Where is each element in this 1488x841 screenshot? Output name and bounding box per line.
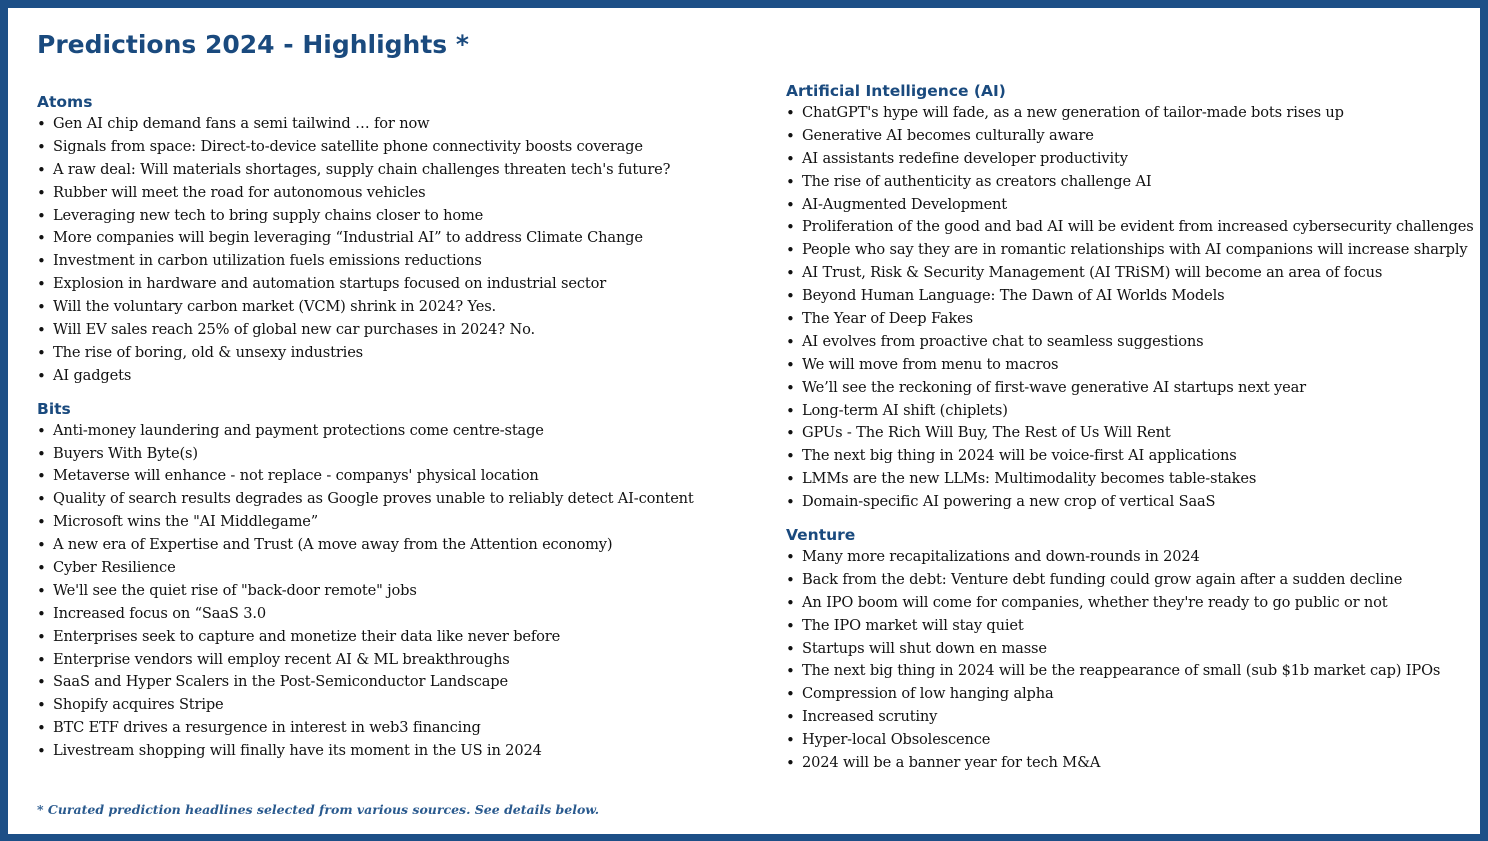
list-item: • Metaverse will enhance - not replace - companys' physical location bbox=[37, 465, 757, 488]
list-item: • Will the voluntary carbon market (VCM) shrink in 2024? Yes. bbox=[37, 296, 757, 319]
list-item: • People who say they are in romantic relationships with AI companions will increase sharply bbox=[786, 239, 1476, 262]
list-item: • Gen AI chip demand fans a semi tailwind … for now bbox=[37, 113, 757, 136]
list-item: • Leveraging new tech to bring supply chains closer to home bbox=[37, 205, 757, 228]
list-item: • Proliferation of the good and bad AI will be evident from increased cybersecurity challenges bbox=[786, 216, 1476, 239]
list-item: • AI assistants redefine developer productivity bbox=[786, 148, 1476, 171]
atoms-list bbox=[37, 113, 757, 388]
list-item: • Livestream shopping will finally have its moment in the US in 2024 bbox=[37, 740, 757, 763]
list-item: • Shopify acquires Stripe bbox=[37, 694, 757, 717]
bits-list bbox=[37, 420, 757, 763]
section-venture bbox=[786, 525, 1476, 775]
footnote: * Curated prediction headlines selected from various sources. See details below. bbox=[37, 802, 600, 817]
list-item: • AI gadgets bbox=[37, 365, 757, 388]
list-item: • ChatGPT's hype will fade, as a new generation of tailor-made bots rises up bbox=[786, 102, 1476, 125]
list-item: • Will EV sales reach 25% of global new car purchases in 2024? No. bbox=[37, 319, 757, 342]
list-item: • We’ll see the reckoning of first-wave generative AI startups next year bbox=[786, 377, 1476, 400]
list-item: • LMMs are the new LLMs: Multimodality becomes table-stakes bbox=[786, 468, 1476, 491]
list-item: • The next big thing in 2024 will be voice-first AI applications bbox=[786, 445, 1476, 468]
list-item: • Enterprises seek to capture and monetize their data like never before bbox=[37, 626, 757, 649]
section-bits bbox=[37, 399, 757, 763]
list-item: • Compression of low hanging alpha bbox=[786, 683, 1476, 706]
list-item: • Cyber Resilience bbox=[37, 557, 757, 580]
section-heading: Venture bbox=[786, 526, 856, 545]
section-heading: Artificial Intelligence (AI) bbox=[786, 82, 1006, 100]
section-heading: Bits bbox=[37, 399, 71, 418]
list-item: • AI Trust, Risk & Security Management (AI TRiSM) will become an area of focus bbox=[786, 262, 1476, 285]
section-ai bbox=[786, 81, 1476, 514]
list-item: • Domain-specific AI powering a new crop of vertical SaaS bbox=[786, 491, 1476, 514]
list-item: • Many more recapitalizations and down-rounds in 2024 bbox=[786, 546, 1476, 569]
list-item: • Signals from space: Direct-to-device satellite phone connectivity boosts coverage bbox=[37, 136, 757, 159]
list-item: • The next big thing in 2024 will be the reappearance of small (sub $1b market cap) IPOs bbox=[786, 660, 1476, 683]
venture-list bbox=[786, 546, 1476, 775]
list-item: • The IPO market will stay quiet bbox=[786, 615, 1476, 638]
list-item: • Long-term AI shift (chiplets) bbox=[786, 400, 1476, 423]
list-item: • Quality of search results degrades as Google proves unable to reliably detect AI-content bbox=[37, 488, 757, 511]
right-column bbox=[786, 81, 1476, 786]
section-atoms bbox=[37, 92, 757, 388]
list-item: • Buyers With Byte(s) bbox=[37, 443, 757, 466]
slide-card bbox=[8, 8, 1480, 834]
list-item: • A raw deal: Will materials shortages, supply chain challenges threaten tech's future? bbox=[37, 159, 757, 182]
list-item: • An IPO boom will come for companies, whether they're ready to go public or not bbox=[786, 592, 1476, 615]
ai-list bbox=[786, 102, 1476, 514]
list-item: • The Year of Deep Fakes bbox=[786, 308, 1476, 331]
list-item: • Increased scrutiny bbox=[786, 706, 1476, 729]
list-item: • Increased focus on “SaaS 3.0 bbox=[37, 603, 757, 626]
list-item: • Enterprise vendors will employ recent AI & ML breakthroughs bbox=[37, 649, 757, 672]
list-item: • BTC ETF drives a resurgence in interest in web3 financing bbox=[37, 717, 757, 740]
list-item: • Hyper-local Obsolescence bbox=[786, 729, 1476, 752]
list-item: • Anti-money laundering and payment protections come centre-stage bbox=[37, 420, 757, 443]
list-item: • The rise of authenticity as creators challenge AI bbox=[786, 171, 1476, 194]
list-item: • More companies will begin leveraging “Industrial AI” to address Climate Change bbox=[37, 227, 757, 250]
list-item: • Generative AI becomes culturally aware bbox=[786, 125, 1476, 148]
left-column bbox=[37, 92, 757, 774]
list-item: • A new era of Expertise and Trust (A move away from the Attention economy) bbox=[37, 534, 757, 557]
list-item: • The rise of boring, old & unsexy industries bbox=[37, 342, 757, 365]
list-item: • Explosion in hardware and automation startups focused on industrial sector bbox=[37, 273, 757, 296]
list-item: • AI evolves from proactive chat to seamless suggestions bbox=[786, 331, 1476, 354]
list-item: • GPUs - The Rich Will Buy, The Rest of Us Will Rent bbox=[786, 422, 1476, 445]
list-item: • SaaS and Hyper Scalers in the Post-Semiconductor Landscape bbox=[37, 671, 757, 694]
list-item: • Back from the debt: Venture debt funding could grow again after a sudden decline bbox=[786, 569, 1476, 592]
section-heading: Atoms bbox=[37, 93, 93, 111]
list-item: • Investment in carbon utilization fuels emissions reductions bbox=[37, 250, 757, 273]
list-item: • Rubber will meet the road for autonomous vehicles bbox=[37, 182, 757, 205]
list-item: • Startups will shut down en masse bbox=[786, 638, 1476, 661]
list-item: • We'll see the quiet rise of "back-door remote" jobs bbox=[37, 580, 757, 603]
list-item: • We will move from menu to macros bbox=[786, 354, 1476, 377]
list-item: • Beyond Human Language: The Dawn of AI Worlds Models bbox=[786, 285, 1476, 308]
page-title: Predictions 2024 - Highlights * bbox=[37, 30, 469, 59]
list-item: • AI-Augmented Development bbox=[786, 194, 1476, 217]
list-item: • 2024 will be a banner year for tech M&A bbox=[786, 752, 1476, 775]
list-item: • Microsoft wins the "AI Middlegame” bbox=[37, 511, 757, 534]
